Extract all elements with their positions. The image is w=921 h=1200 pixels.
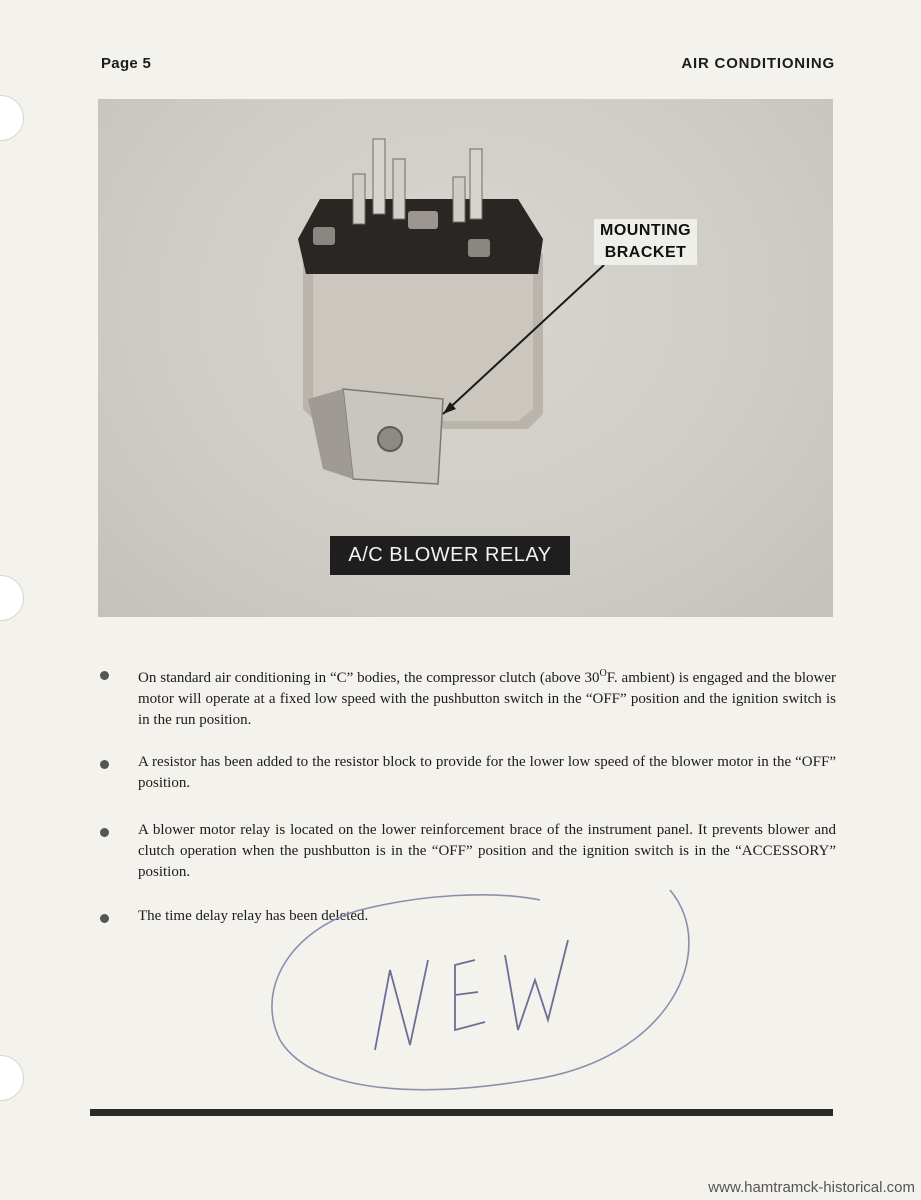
bullet-dot	[100, 671, 109, 680]
bullet-text-3: A blower motor relay is located on the lower reinforcement brace of the instrument panel. It prevents blower and clutch operation when the pushbutton is in the “OFF” position and the ignition switch is in the “ACCESSORY” position.	[138, 822, 836, 880]
page-number: Page 5	[101, 55, 152, 72]
bottom-rule	[90, 1109, 833, 1116]
section-title: AIR CONDITIONING	[681, 55, 835, 72]
bullet-text-1: On standard air conditioning in “C” bodies, the compressor clutch (above $30^OF$. ambient) is engaged and the blower motor will operate at a fixed low speed with the pushbutton switch in the “OFF” position and the ignition switch is in the run position.	[138, 668, 836, 728]
mounting-bracket-callout	[594, 219, 697, 265]
bullet-dot	[100, 828, 109, 837]
bullet-text-2: A resistor has been added to the resistor block to provide for the lower low speed of the blower motor in the “OFF” position.	[138, 754, 836, 791]
relay-photo	[98, 99, 833, 617]
binder-hole-top	[0, 95, 24, 141]
callout-line-1: MOUNTING	[600, 222, 692, 239]
binder-hole-bottom	[0, 1055, 24, 1101]
handwritten-new-annotation	[250, 870, 710, 1120]
watermark: www.hamtramck-historical.com	[708, 1179, 915, 1196]
figure-caption: A/C BLOWER RELAY	[330, 536, 570, 575]
bullet-dot	[100, 914, 109, 923]
callout-line-2: BRACKET	[604, 244, 687, 261]
bullet-dot	[100, 760, 109, 769]
binder-hole-middle	[0, 575, 24, 621]
bullet-text-4: The time delay relay has been deleted.	[138, 908, 369, 924]
